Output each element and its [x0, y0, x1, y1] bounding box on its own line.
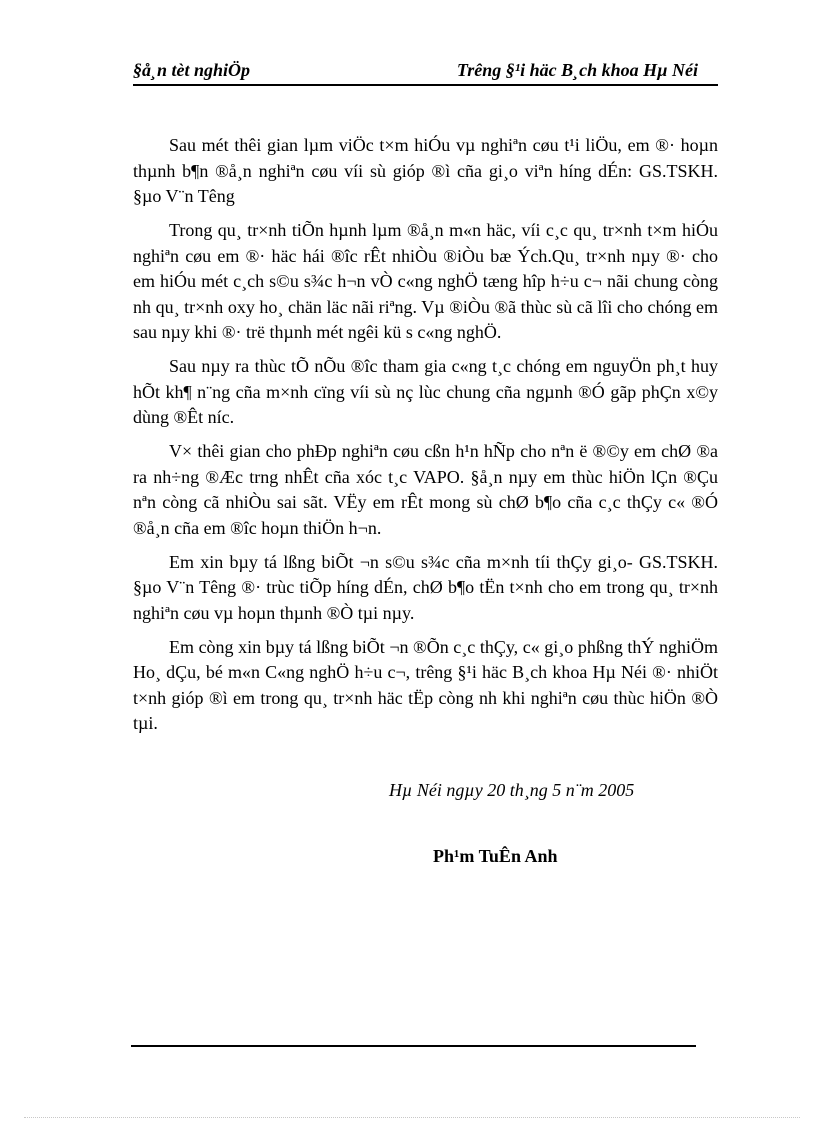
paragraph: Sau nµy ra thùc tÕ nÕu ®îc tham gia c«ng t¸c chóng em nguyÖn ph¸t huy hÕt kh¶ n¨ng cña m×nh cïng víi sù nç lùc chung cña ngµnh ®Ó gãp phÇn x©y dùng ®Êt níc. [133, 356, 718, 428]
paragraph: Em xin bµy tá lßng biÕt ¬n s©u s¾c cña m×nh tíi thÇy gi¸o- GS.TSKH. §µo V¨n Têng ®· trùc tiÕp híng dÉn, chØ b¶o tËn t×nh cho em trong qu¸ tr×nh nghiªn cøu vµ hoµn thµnh ®Ò tµi nµy. [133, 551, 718, 623]
acknowledgement-body [133, 133, 718, 746]
paragraph: Sau mét thêi gian lµm viÖc t×m hiÓu vµ nghiªn cøu t¹i liÖu, em ®· hoµn thµnh b¶n ®å¸n nghiªn cøu víi sù gióp ®ì cña gi¸o viªn híng dÉn: GS.TSKH. §µo V¨n Têng [133, 135, 718, 206]
paragraph: Em còng xin bµy tá lßng biÕt ¬n ®Õn c¸c thÇy, c« gi¸o phßng thÝ nghiÖm Ho¸ dÇu, bé m«n C«ng nghÖ h÷u c¬, trêng §¹i häc B¸ch khoa Hµ Néi ®· nhiÖt t×nh gióp ®ì em trong qu¸ tr×nh häc tËp còng nh khi nghiªn cøu thùc hiÖn ®Ò tµi. [133, 636, 718, 734]
header-document-title: §å¸n tèt nghiÖp [133, 60, 251, 80]
paragraph: Trong qu¸ tr×nh tiÕn hµnh lµm ®å¸n m«n häc, víi c¸c qu¸ tr×nh t×m hiÓu nghiªn cøu em ®· häc hái ®îc rÊt nhiÒu ®iÒu bæ Ých.Qu¸ tr×nh nµy ®· cho em hiÓu mét c¸ch s©u s¾c h¬n vÒ c«ng nghÖ tæng hîp h÷u c¬ nãi chung còng nh qu¸ tr×nh oxy ho¸ chän läc nãi riªng. Vµ ®iÒu ®ã thùc sù cã lîi cho chóng em sau nµy khi ®· trë thµnh mét ngêi kü s c«ng nghÖ. [133, 220, 718, 343]
page-header [133, 58, 718, 86]
footer-rule [131, 1045, 696, 1047]
page-boundary [24, 1117, 800, 1118]
header-university-name: Trêng §¹i häc B¸ch khoa Hµ Néi [456, 60, 698, 80]
place-and-date: Hµ Néi ngµy 20 th¸ng 5 n¨m 2005 [389, 780, 635, 800]
author-signature-name: Ph¹m TuÊn Anh [433, 846, 558, 866]
paragraph: V× thêi gian cho phÐp nghiªn cøu cßn h¹n hÑp cho nªn ë ®©y em chØ ®a ra nh÷ng ®Æc trng nhÊt cña xóc t¸c VAPO. §å¸n nµy em thùc hiÖn lÇn ®Çu nªn còng cã nhiÒu sai sãt. VËy em rÊt mong sù chØ b¶o cña c¸c thÇy c« ®Ó ®å¸n cña em ®îc hoµn thiÖn h¬n. [133, 441, 718, 538]
